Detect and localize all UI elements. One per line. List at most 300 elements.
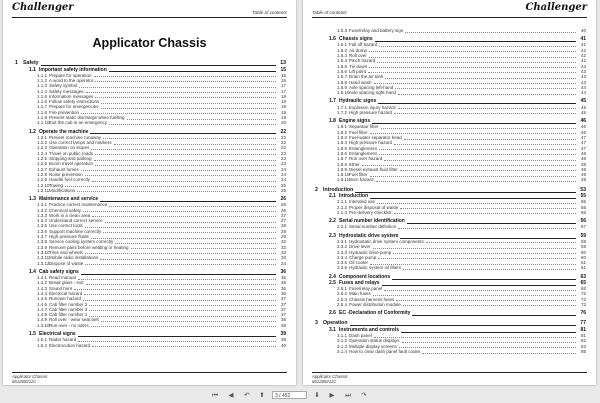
toc-entry-title: Oil cooler xyxy=(349,260,369,266)
toc-entry-page: 82 xyxy=(580,338,586,344)
toc-entry-page: 37 xyxy=(280,306,286,312)
toc-entry-number: 1.2.10 xyxy=(37,182,50,188)
toc-entry-title: Chassis harness fuses xyxy=(349,296,395,302)
toc-entry-page: 72 xyxy=(580,291,586,297)
toc-entry-title: Mobile radio installations xyxy=(49,255,99,261)
toc-entry-title: Fuses and relays xyxy=(339,279,380,286)
toc-entry-number: 1.6.8 xyxy=(337,79,348,85)
toc-entry-page: 48 xyxy=(580,156,586,162)
toc-entry-page: 37 xyxy=(280,296,286,302)
toc-entry-page: 25 xyxy=(280,182,286,188)
toc-entry-number: 1.6.7 xyxy=(337,74,348,80)
toc-entry-page: 81 xyxy=(580,326,586,333)
toc-entry-title: Hydraulic signs xyxy=(339,98,377,105)
toc-entry[interactable] xyxy=(315,90,586,95)
toc-entry-title: Component locations xyxy=(339,273,391,280)
toc-entry-page: 16 xyxy=(280,77,286,83)
toc-entry-number: 1.1.10 xyxy=(37,120,50,126)
toc-entry-page: 45 xyxy=(580,109,586,115)
toc-entry-title: High pressure fluids xyxy=(49,234,89,240)
first-page-icon[interactable]: ⏮ xyxy=(212,392,218,399)
previous-page-icon[interactable]: ◀ xyxy=(228,392,234,399)
toc-entry-page: 36 xyxy=(280,268,286,275)
toc-entry-number: 3.1 xyxy=(329,326,336,333)
toc-entry-title: Fuse/relay panel xyxy=(349,286,383,292)
toc-entry-page: 15 xyxy=(280,66,286,73)
toc-entry-number: 1.4 xyxy=(29,268,36,275)
toc-entry-title: Stopping and parking xyxy=(49,156,92,162)
toc-entry-number: 1.4.7 xyxy=(37,306,48,312)
toc-entry-title: Run over hazard xyxy=(349,156,383,162)
toc-entry-page: 32 xyxy=(280,239,286,245)
toc-entry-title: Support machine correctly xyxy=(49,228,102,234)
back-icon[interactable]: ↶ xyxy=(244,392,250,399)
toc-entry-title: Run over - no riders xyxy=(49,322,89,328)
toc-entry-title: Operation on slopes xyxy=(49,145,90,151)
toc-entry-page: 57 xyxy=(580,224,586,230)
toc-entry-title: Chemical safety xyxy=(49,207,82,213)
toc-entry-title: Radar hazard xyxy=(49,337,77,343)
toc-entry-page: 22 xyxy=(280,140,286,146)
footer-title: Applicator Chassis xyxy=(12,374,48,379)
toc-entry[interactable] xyxy=(315,177,586,182)
toc-entry-title: Introduction xyxy=(339,193,369,200)
toc-entry-title: Work in a clean area xyxy=(49,212,91,218)
toc-leader-line xyxy=(405,32,576,33)
toc-entry-title: Fuel filter xyxy=(349,172,368,178)
toc-entry-title: Operation xyxy=(323,320,348,327)
toc-entry-page: 48 xyxy=(580,150,586,156)
toc-entry-title: EC -Declaration of Conformity xyxy=(339,310,411,317)
toc-entry-page: 42 xyxy=(580,53,586,59)
toc-entry-title: Safety symbol xyxy=(49,83,78,89)
toc-entry-page: 18 xyxy=(280,99,286,105)
toc-entry-number: 2.2.1 xyxy=(337,224,348,230)
toc-entry-title: Boom travel operation xyxy=(49,161,94,167)
toc-entry-title: Ether xyxy=(349,161,360,167)
toc-entry-page: 43 xyxy=(580,74,586,80)
toc-entry-title: Lift point xyxy=(349,68,367,74)
toc-entry-number: 2.1 xyxy=(329,193,336,200)
toc-entry-number: 1.7.1 xyxy=(337,104,348,110)
toc-entry-title: Intended use xyxy=(349,199,376,205)
toc-entry-title: Separator filter xyxy=(349,124,379,130)
toc-entry-number: 1.4.10 xyxy=(37,322,50,328)
toc-entry-title: Use correct lamps and markers xyxy=(49,140,112,146)
toc-entry-number: 1.4.3 xyxy=(37,285,48,291)
toc-entry-page: 40 xyxy=(580,28,586,33)
toc-entry-title: Axle spacing right-hand xyxy=(349,90,397,96)
toc-entry-page: 36 xyxy=(280,280,286,286)
toc-entry[interactable] xyxy=(315,110,586,115)
toc-entry-page: 40 xyxy=(280,342,286,348)
toc-entry-page: 43 xyxy=(580,63,586,69)
toc-entry-number: 3.1.1 xyxy=(337,333,348,339)
toc-leader-line xyxy=(85,264,276,265)
toc-entry-number: 1.8 xyxy=(329,118,336,125)
footer-code: 661268211C xyxy=(12,378,37,384)
toc-entry-page: 49 xyxy=(580,177,586,183)
toc-entry-number: 2.1.1 xyxy=(337,199,348,205)
toc-entry-title: A word to the operator xyxy=(49,77,94,83)
toc-entry[interactable] xyxy=(15,261,286,266)
brand-logo: Challenger xyxy=(525,2,587,13)
toc-leader-line xyxy=(403,305,576,306)
toc-entry-number: 1.1.6 xyxy=(37,99,48,105)
toc-entry-number: 1.2.2 xyxy=(37,140,48,146)
toc-entry-number: 2.3.2 xyxy=(337,244,348,250)
toc-entry-number: 1.3.1 xyxy=(37,202,48,208)
toc-entry-title: Roll over - wear seat belt xyxy=(49,317,99,323)
toc-entry-number: 1.3 xyxy=(29,196,36,203)
toc-entry-title: High pressure hazard xyxy=(349,109,393,115)
toc-entry[interactable] xyxy=(15,188,286,193)
toc-entry-page: 47 xyxy=(580,135,586,141)
toc-entry-title: Operation status displays xyxy=(349,338,400,344)
toc-entry-title: Air dump xyxy=(349,47,368,53)
toc-entry-number: 2.3.5 xyxy=(337,260,348,266)
toc-entry-page: 37 xyxy=(280,312,286,318)
toc-entry-number: 1.3.7 xyxy=(37,234,48,240)
toc-entry-page: 72 xyxy=(580,296,586,302)
toc-leader-line xyxy=(109,124,276,125)
toc-leader-line xyxy=(412,315,576,316)
toc-entry-title: Break glass - exit xyxy=(49,280,84,286)
toc-entry-page: 27 xyxy=(280,218,286,224)
toc-entry[interactable] xyxy=(15,343,286,348)
toc-entry-title: Cab safety signs xyxy=(39,268,79,275)
toc-entry-number: 3.1.4 xyxy=(337,349,348,355)
toc-entry-title: Serial number definition xyxy=(349,224,397,230)
toc-entry[interactable] xyxy=(315,349,586,354)
toc-entry-page: 53 xyxy=(580,186,586,193)
toc-entry-title: Handle fuel correctly xyxy=(49,177,91,183)
toc-entry-number: 1.1.2 xyxy=(37,77,48,83)
toc-entry-page: 38 xyxy=(280,322,286,328)
toc-entry-number: 1.1.5 xyxy=(37,93,48,99)
toc-entry-number: 1.6.3 xyxy=(337,53,348,59)
toc-entry-title: Hydraulic system oil filters xyxy=(349,265,402,271)
toc-entry-title: Information messages xyxy=(49,93,94,99)
toc-entry-page: 26 xyxy=(280,196,286,203)
next-page-icon[interactable]: ▶ xyxy=(329,392,335,399)
toc-entry-title: Main fuses xyxy=(349,291,371,297)
toc-entry-title: Runover hazard xyxy=(49,296,82,302)
toc-entry-page: 18 xyxy=(280,93,286,99)
toc-entry-page: 26 xyxy=(280,202,286,208)
toc-entry-page: 38 xyxy=(280,317,286,323)
toc-entry-title: Important safety information xyxy=(39,66,107,73)
toc-entry-number: 1.3.6 xyxy=(37,228,48,234)
toc-entry-page: 59 xyxy=(580,232,586,239)
toc-entry-number: 1.5.3 xyxy=(337,28,348,33)
toc-entry-title: Pinch hazard xyxy=(349,58,376,64)
toc-entry-title: Hydrostatic drive system components xyxy=(349,238,424,244)
toc-entry-number: 1.6 xyxy=(329,36,336,43)
toc-entry-number: 2.3.6 xyxy=(337,265,348,271)
toc-entry-title: Introduction xyxy=(323,186,354,193)
toc-entry-page: 19 xyxy=(280,115,286,121)
header-section-label: Table of contents xyxy=(312,10,347,15)
toc-entry-title: Exit the cab in an emergency xyxy=(49,120,108,126)
toc-entry-page: 59 xyxy=(580,244,586,250)
toc-entry-page: 29 xyxy=(280,234,286,240)
toc-entry-number: 1 xyxy=(15,60,18,66)
toc-entry-number: 2.1.2 xyxy=(337,204,348,210)
toc-entry-number: 1.6.2 xyxy=(337,47,348,53)
toc-entry-title: Multiple display screens xyxy=(349,343,397,349)
toc-entry[interactable] xyxy=(315,210,586,215)
toc-entry-title: Explosion injury hazard xyxy=(349,104,396,110)
toc-entry-page: 55 xyxy=(580,209,586,215)
toc-entry-page: 24 xyxy=(280,171,286,177)
toc-entry-page: 24 xyxy=(280,166,286,172)
toc-entry-number: 2.3.3 xyxy=(337,249,348,255)
toc-entry-page: 41 xyxy=(580,36,586,43)
page-number-field[interactable]: 3 / 452 xyxy=(272,391,307,399)
toc-entry-number: 1.4.8 xyxy=(37,312,48,318)
toc-entry[interactable] xyxy=(315,224,586,229)
last-page-icon[interactable]: ⏭ xyxy=(345,392,351,399)
toc-entry-title: Prepare for operation xyxy=(49,72,92,78)
toc-entry-number: 1.1.4 xyxy=(37,88,48,94)
toc-entry-title: Service cooling system correctly xyxy=(49,239,114,245)
toc-entry-page: 39 xyxy=(280,331,286,338)
toc-entry-number: 1.8.1 xyxy=(337,124,348,130)
toc-entry-number: 2.3.1 xyxy=(337,238,348,244)
toc-entry-page: 36 xyxy=(280,275,286,281)
toc-entry-number: 1.8.2 xyxy=(337,129,348,135)
toc-entry-number: 1.8.4 xyxy=(337,140,348,146)
toc-entry-number: 2 xyxy=(315,186,318,193)
toc-entry-title: Remove paint before welding or heating xyxy=(49,244,129,250)
toc-entry-number: 1.8.11 xyxy=(337,177,350,183)
toc-entry-page: 36 xyxy=(280,285,286,291)
left-page xyxy=(3,0,296,385)
toc-entry-title: Prevent machine runaway xyxy=(49,134,102,140)
toc-entry-page: 47 xyxy=(580,140,586,146)
toc-entry-page: 28 xyxy=(280,223,286,229)
toc-entry-title: Electrocution hazard xyxy=(49,342,91,348)
toc-entry-number: 1.2 xyxy=(29,128,36,135)
toc-leader-line xyxy=(77,191,276,192)
toc-entry-page: 25 xyxy=(280,187,286,193)
toc-entry-number: 1.3.9 xyxy=(37,244,48,250)
viewer-toolbar xyxy=(0,388,600,403)
toc-entry-title: Safety xyxy=(23,60,39,66)
toc-entry-number: 1.6.9 xyxy=(337,84,348,90)
toc-entry-number: 1.1 xyxy=(29,66,36,73)
toc-entry-title: Entanglement xyxy=(349,145,377,151)
toc-entry-number: 1.2.1 xyxy=(37,134,48,140)
toc-entry-number: 2.3.4 xyxy=(337,254,348,260)
toc-entry-page: 65 xyxy=(580,279,586,286)
toc-entry-number: 1.6.4 xyxy=(337,58,348,64)
toc-entry-page: 73 xyxy=(580,301,586,307)
toc-entry-title: Hand wash xyxy=(349,79,372,85)
toc-entry-title: Exhaust fumes xyxy=(49,166,79,172)
toc-entry-number: 1.1.3 xyxy=(37,83,48,89)
toc-entry-title: Electrical signs xyxy=(39,331,76,338)
toc-entry-number: 1.6.5 xyxy=(337,63,348,69)
toc-entry-title: Follow safety instructions xyxy=(49,99,100,105)
toc-entry-title: Entanglement xyxy=(349,150,377,156)
toc-entry-page: 37 xyxy=(280,301,286,307)
toc-entry-page: 44 xyxy=(580,84,586,90)
toc-entry-page: 83 xyxy=(580,343,586,349)
toc-entry-title: Towing xyxy=(49,182,64,188)
toc-entry-title: Use correct tools xyxy=(49,223,83,229)
toc-entry-number: 1.3.3 xyxy=(37,212,48,218)
toc-entry-title: How to clear dash panel fault codes xyxy=(349,349,421,355)
toc-entry-page: 42 xyxy=(580,58,586,64)
toc-entry-title: Hydraulic drive pump xyxy=(349,249,392,255)
toc-entry[interactable] xyxy=(15,120,286,125)
toc-entry-title: High pressure hazard xyxy=(349,140,393,146)
toc-entry-page: 41 xyxy=(580,42,586,48)
toc-entry-number: 1.2.9 xyxy=(37,177,48,183)
toc-entry-title: Charge pump xyxy=(349,254,377,260)
toc-entry[interactable] xyxy=(315,302,586,307)
toc-entry-number: 1.2.11 xyxy=(37,187,50,193)
toc-entry-page: 60 xyxy=(580,254,586,260)
toc-entry-page: 60 xyxy=(580,249,586,255)
toc-entry-title: Travel on public roads xyxy=(49,150,94,156)
toc-entry-number: 1.5.2 xyxy=(37,342,48,348)
toc-entry-page: 81 xyxy=(580,333,586,339)
toc-entry-number: 1.4.5 xyxy=(37,296,48,302)
toc-entry-title: Drive lever xyxy=(349,244,371,250)
toc-entry-page: 33 xyxy=(280,249,286,255)
toc-entry-page: 48 xyxy=(580,161,586,167)
toc-entry-page: 22 xyxy=(280,128,286,135)
toc-entry-number: 1.8.7 xyxy=(337,156,348,162)
toc-entry-title: Operate the machine xyxy=(39,128,89,135)
toc-entry-page: 34 xyxy=(280,260,286,266)
toc-entry-number: 1.2.8 xyxy=(37,171,48,177)
toc-entry-page: 65 xyxy=(580,286,586,292)
toc-entry-title: Chassis signs xyxy=(339,36,373,43)
toc-entry-page: 17 xyxy=(280,88,286,94)
toc-entry-page: 47 xyxy=(580,145,586,151)
toc-entry[interactable] xyxy=(315,28,586,33)
toc-list xyxy=(315,28,586,354)
toc-entry-number: 1.8.3 xyxy=(337,135,348,141)
toc-entry-number: 1.5.1 xyxy=(37,337,48,343)
page-header xyxy=(12,2,287,18)
page-header xyxy=(312,2,587,18)
toc-entry-title: Practice correct maintenance xyxy=(49,202,108,208)
toc-entry-page: 55 xyxy=(580,199,586,205)
page-down-icon[interactable]: ⬇ xyxy=(314,392,320,399)
toc-entry-title: Engine signs xyxy=(339,118,371,125)
toc-entry-title: Cab filter number 1 xyxy=(49,312,88,318)
toc-entry-number: 1.3.2 xyxy=(37,207,48,213)
brand-logo: Challenger xyxy=(12,2,74,13)
toc-entry-title: Hydrostatic drive system xyxy=(339,232,399,239)
toc-leader-line xyxy=(394,113,576,114)
toc-entry-title: Noise prevention xyxy=(49,171,83,177)
toc-entry-title: Fuse/relay and battery sign xyxy=(349,28,404,33)
toc-entry-page: 49 xyxy=(580,166,586,172)
toc-entry[interactable] xyxy=(315,310,586,316)
toc-entry-page: 61 xyxy=(580,265,586,271)
toc-entry-page: 15 xyxy=(280,72,286,78)
page-footer xyxy=(12,372,287,383)
toc-entry-page: 43 xyxy=(580,68,586,74)
toc-entry-title: Pre-delivery checklist xyxy=(349,209,392,215)
toc-leader-line xyxy=(398,94,576,95)
toc-entry[interactable] xyxy=(315,265,586,270)
toc-entry-number: 2.5.4 xyxy=(337,301,348,307)
footer-code: 661268211C xyxy=(312,378,337,384)
toc-entry-number: 2.1.3 xyxy=(337,209,348,215)
toc-entry-number: 2.5.1 xyxy=(337,286,348,292)
toc-entry-page: 59 xyxy=(580,238,586,244)
toc-entry-number: 1.2.3 xyxy=(37,145,48,151)
toc-entry-page: 46 xyxy=(580,124,586,130)
toc-entry-page: 46 xyxy=(580,129,586,135)
toc-leader-line xyxy=(394,213,576,214)
toc-entry-page: 33 xyxy=(280,255,286,261)
toc-entry-number: 2.3 xyxy=(329,232,336,239)
toc-entry-page: 22 xyxy=(280,145,286,151)
toc-entry-title: Burn hazard xyxy=(349,177,374,183)
toc-entry-number: 1.1.9 xyxy=(37,115,48,121)
toc-entry-page: 55 xyxy=(580,204,586,210)
toc-entry-page: 13 xyxy=(280,60,286,66)
toc-entry-page: 36 xyxy=(280,290,286,296)
toc-entry-page: 44 xyxy=(580,90,586,96)
toc-entry-page: 63 xyxy=(580,273,586,280)
toc-entry-page: 17 xyxy=(280,83,286,89)
toc-leader-line xyxy=(92,346,276,347)
toc-entry-title: Tie down xyxy=(349,63,368,69)
toc-entry-title: Tires and wheels xyxy=(49,249,83,255)
toc-entry-page: 22 xyxy=(280,134,286,140)
toc-entry-number: 1.2.6 xyxy=(37,161,48,167)
toc-entry-title: Read manual xyxy=(49,275,76,281)
toc-entry-title: Axle spacing left-hand xyxy=(349,84,394,90)
toc-entry-number: 1.4.9 xyxy=(37,317,48,323)
page-up-icon[interactable]: ⬆ xyxy=(259,392,265,399)
toc-entry-page: 23 xyxy=(280,161,286,167)
toc-entry-number: 1.2.4 xyxy=(37,150,48,156)
toc-entry-page: 28 xyxy=(280,228,286,234)
toc-entry-page: 39 xyxy=(280,337,286,343)
toc-entry-title: Fire prevention xyxy=(49,109,80,115)
toc-entry-title: Maintenance and service xyxy=(39,196,99,203)
toc-entry-page: 46 xyxy=(580,118,586,125)
toc-entry-title: Fall off hazard xyxy=(349,42,378,48)
toc-entry-page: 19 xyxy=(280,104,286,110)
toc-entry-page: 24 xyxy=(280,177,286,183)
toc-entry-title: Dash panel xyxy=(349,333,372,339)
toc-entry-page: 61 xyxy=(580,260,586,266)
toc-entry-number: 1.8.10 xyxy=(337,172,350,178)
toc-entry-number: 2.5 xyxy=(329,279,336,286)
toc-entry[interactable] xyxy=(15,323,286,328)
forward-icon[interactable]: ↷ xyxy=(361,392,367,399)
toc-entry-page: 32 xyxy=(280,244,286,250)
toc-leader-line xyxy=(91,326,276,327)
toc-entry-title: Roll over xyxy=(349,53,367,59)
toc-leader-line xyxy=(398,228,576,229)
toc-entry-title: Power distribution module xyxy=(349,301,401,307)
toc-entry-number: 1.1.8 xyxy=(37,109,48,115)
toc-entry-title: Proper disposal of waste xyxy=(349,204,399,210)
toc-entry-number: 3 xyxy=(315,320,318,327)
